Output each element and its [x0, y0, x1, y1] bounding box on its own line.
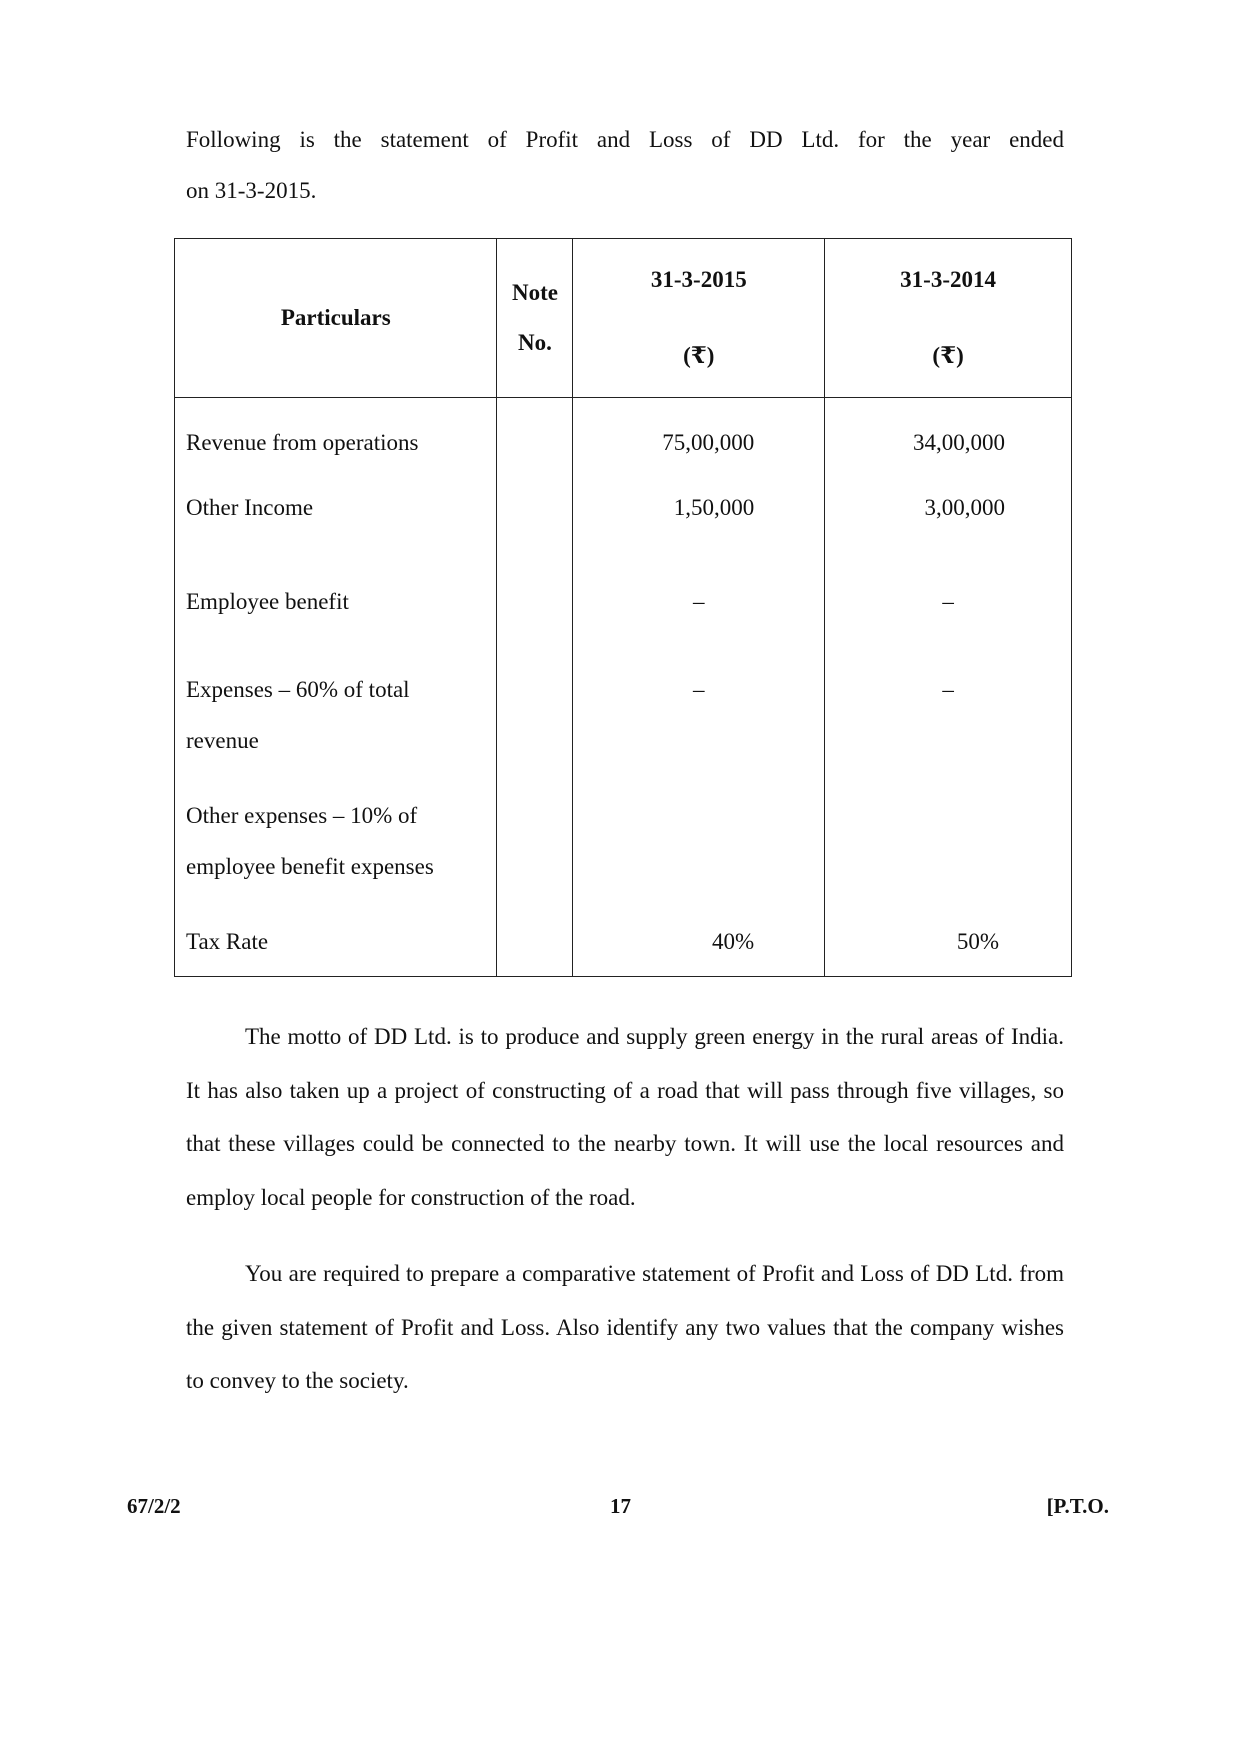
header-year-2015: [573, 239, 825, 398]
row-note: [497, 566, 573, 659]
row-note: [497, 482, 573, 566]
row-value-2015: 75,00,000: [573, 398, 825, 483]
please-turn-over: [P.T.O.: [1046, 1494, 1109, 1518]
motto-paragraph: The motto of DD Ltd. is to produce and supply green energy in the rural areas of India. It has also taken up a project of constructing of a road that will pass through five villages, so that these villages could be connected to the nearby town. It will use the local resources and employ local people for construction of the road.: [186, 1024, 1064, 1210]
table-row: [175, 790, 1072, 916]
row-value-2014: –: [825, 659, 1072, 790]
table-row: [175, 482, 1072, 566]
profit-loss-table: [174, 238, 1072, 977]
row-value-2015: [573, 790, 825, 916]
row-value-2014: –: [825, 566, 1072, 659]
intro-line-1: Following is the statement of Profit and Loss of DD Ltd. for the year ended: [186, 127, 1064, 152]
intro-text: [186, 114, 1064, 216]
row-note: [497, 398, 573, 483]
row-particulars: [175, 790, 497, 916]
header-year-2014: [825, 239, 1072, 398]
row-value-2014: 34,00,000: [825, 398, 1072, 483]
row-particulars-line2: revenue: [186, 728, 259, 753]
table-row: [175, 916, 1072, 977]
row-value-2015: 1,50,000: [573, 482, 825, 566]
row-note: [497, 790, 573, 916]
table-row: [175, 659, 1072, 790]
row-particulars-line1: Expenses – 60% of total: [186, 677, 410, 702]
header-particulars: Particulars: [175, 239, 497, 398]
intro-line-2: on 31-3-2015.: [186, 178, 317, 203]
paper-code: 67/2/2: [127, 1494, 181, 1518]
row-value-2015: –: [573, 659, 825, 790]
task-paragraph: You are required to prepare a comparative statement of Profit and Loss of DD Ltd. from the given statement of Profit and Loss. Also identify any two values that the company wishes to convey to the society.: [186, 1261, 1064, 1393]
row-note: [497, 916, 573, 977]
header-note-line1: Note: [511, 280, 558, 305]
row-particulars: Revenue from operations: [175, 398, 497, 483]
row-value-2015: 40%: [573, 916, 825, 977]
table-header-row: [175, 239, 1072, 398]
header-year-2015-date: 31-3-2015: [650, 267, 747, 292]
row-value-2014: 3,00,000: [825, 482, 1072, 566]
table-row: [175, 566, 1072, 659]
header-note-no: [497, 239, 573, 398]
header-note-line2: No.: [518, 330, 552, 355]
header-year-2014-date: 31-3-2014: [900, 267, 996, 292]
row-particulars: Employee benefit: [175, 566, 497, 659]
header-year-2014-unit: (₹): [932, 343, 964, 368]
row-particulars: [175, 659, 497, 790]
row-particulars: Tax Rate: [175, 916, 497, 977]
row-value-2015: –: [573, 566, 825, 659]
row-note: [497, 659, 573, 790]
row-value-2014: 50%: [825, 916, 1072, 977]
table-row: [175, 398, 1072, 483]
page-number: 17: [610, 1494, 631, 1518]
row-value-2014: [825, 790, 1072, 916]
header-year-2015-unit: (₹): [683, 343, 715, 368]
row-particulars-line1: Other expenses – 10% of: [186, 803, 418, 828]
row-particulars-line2: employee benefit expenses: [186, 854, 434, 879]
row-particulars: Other Income: [175, 482, 497, 566]
